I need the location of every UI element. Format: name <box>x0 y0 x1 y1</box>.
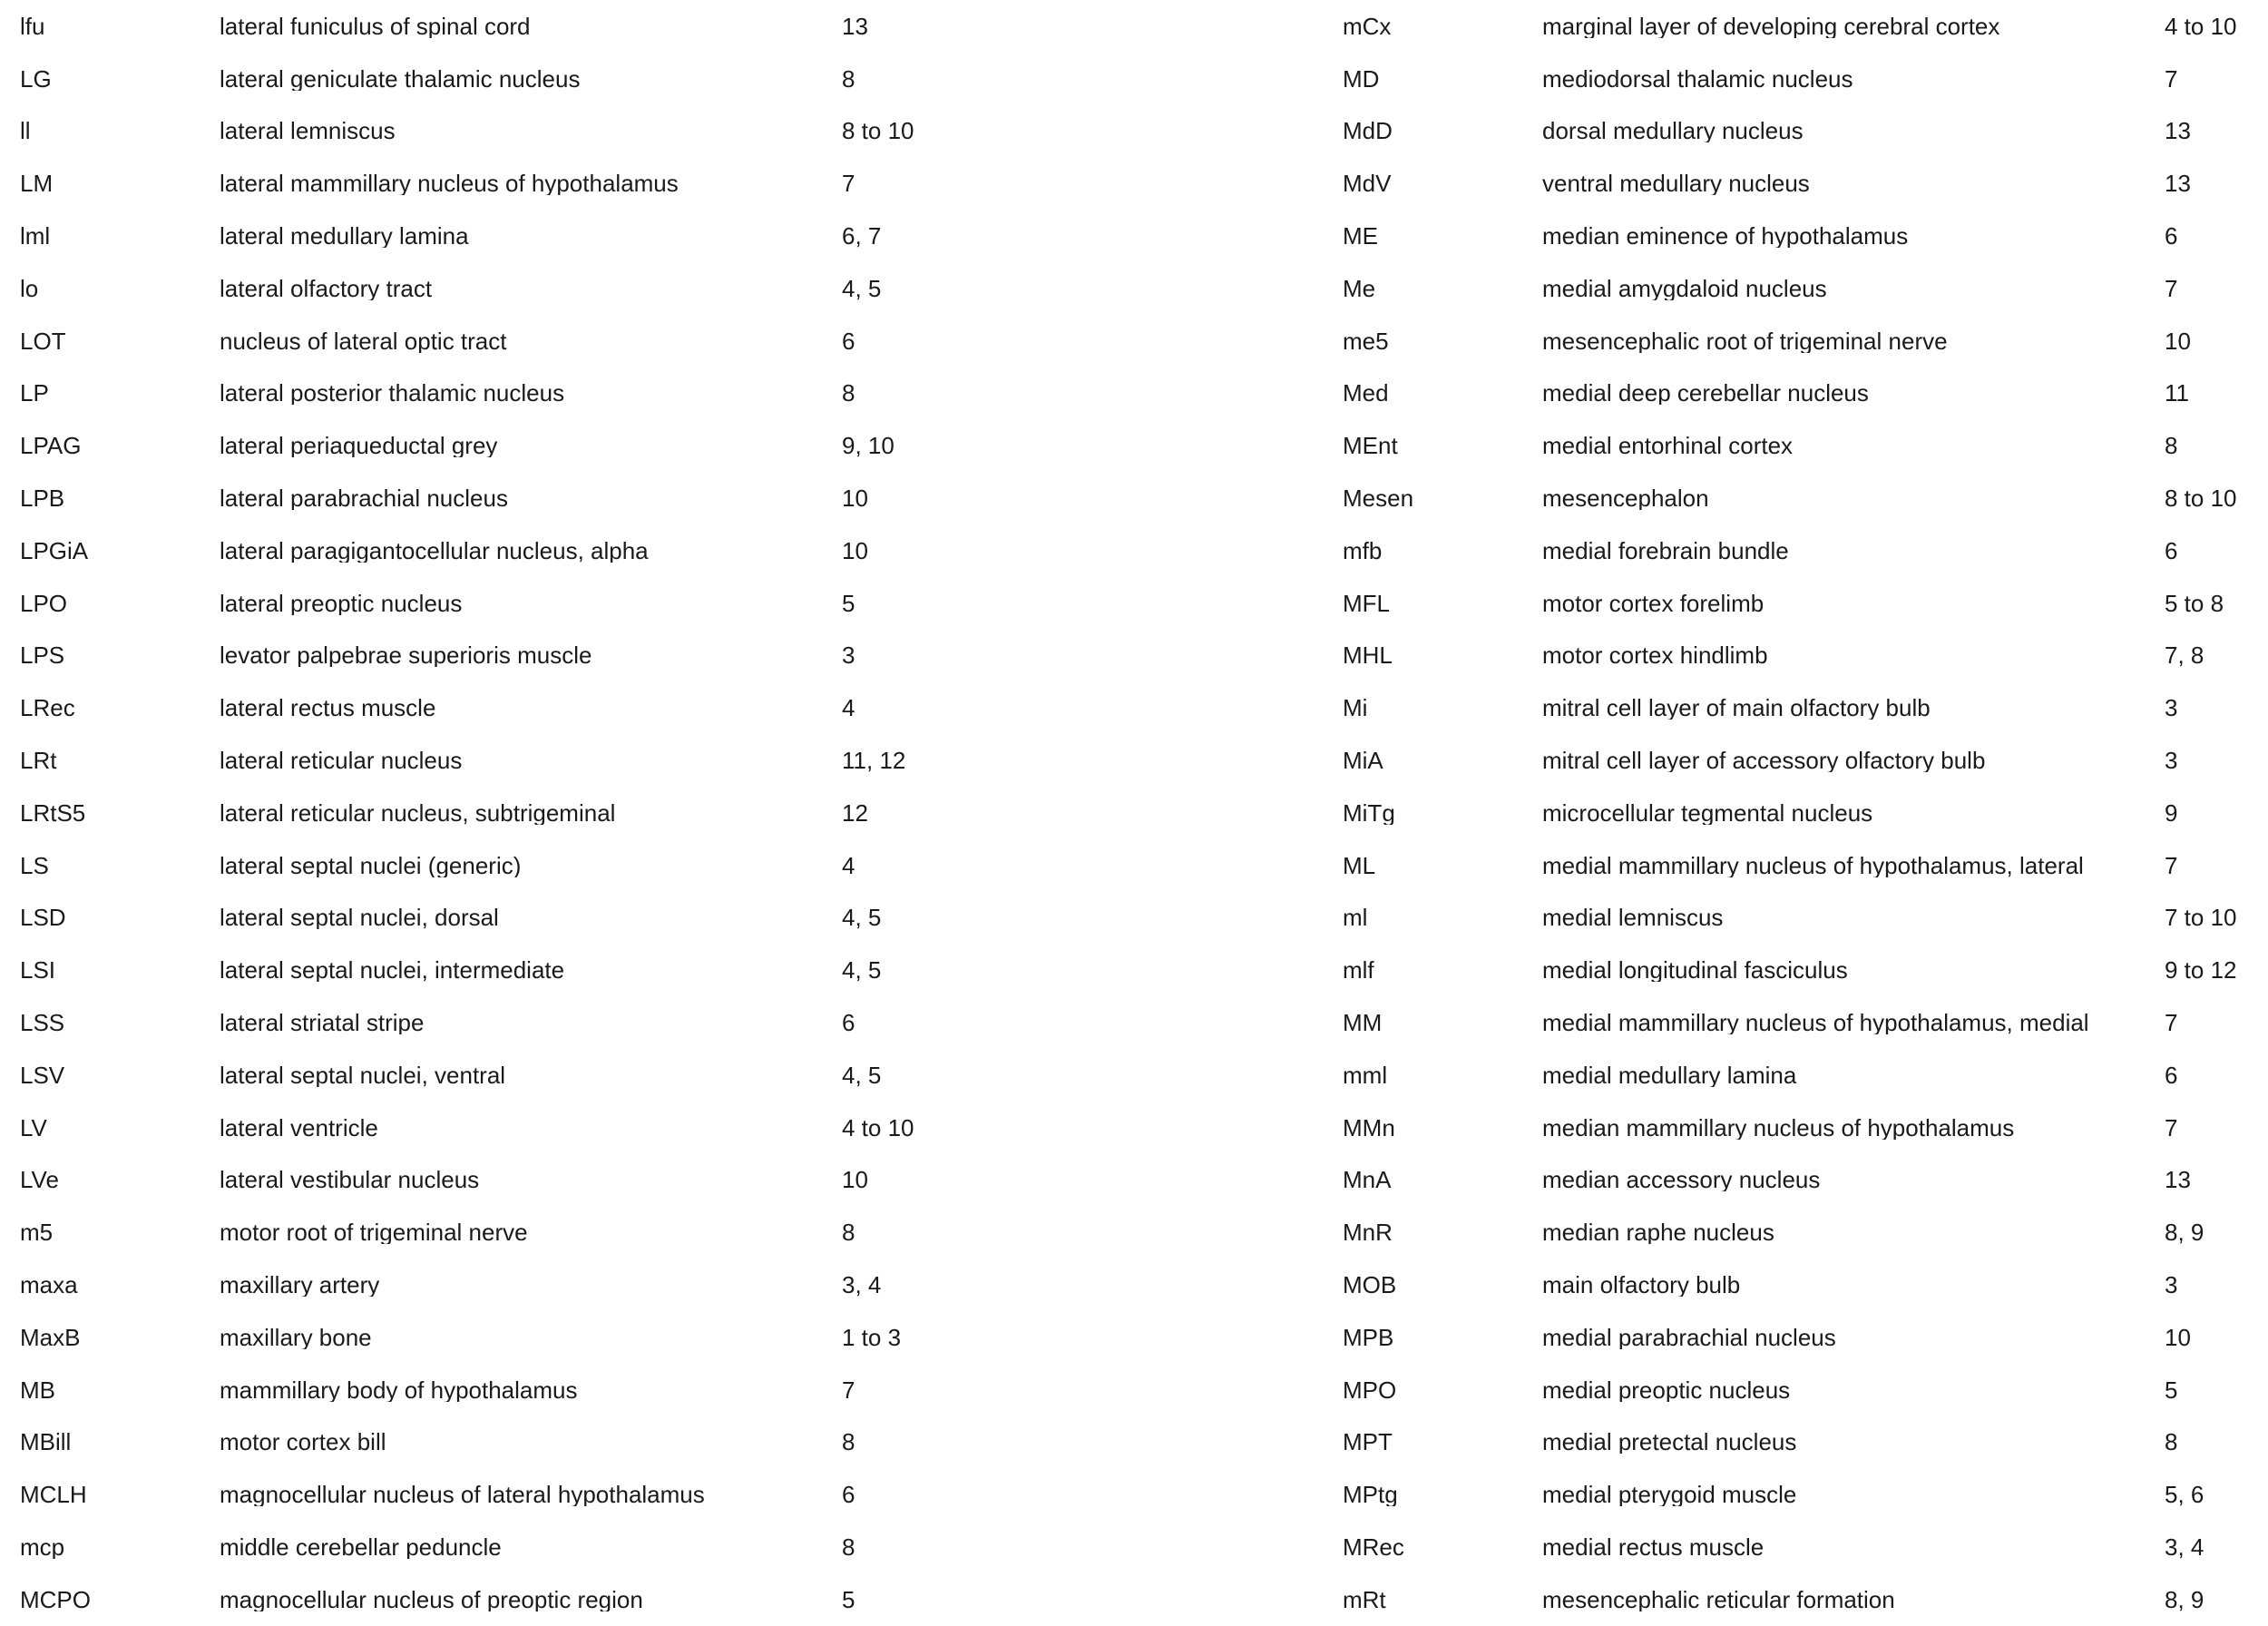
figure-numbers-cell: 9, 10 <box>842 434 894 458</box>
abbreviation-cell: MRec <box>1343 1535 1404 1559</box>
abbreviation-cell: maxa <box>20 1273 78 1298</box>
abbreviation-cell: MBill <box>20 1430 72 1455</box>
abbreviation-cell: m5 <box>20 1220 54 1245</box>
abbreviation-cell: MCLH <box>20 1483 87 1507</box>
abbreviation-cell: LP <box>20 381 49 406</box>
abbreviation-row <box>20 1468 1114 1521</box>
figure-numbers-cell: 11 <box>2165 381 2189 406</box>
figure-numbers-cell: 7 <box>2165 1115 2178 1140</box>
structure-name-cell: maxillary artery <box>220 1273 380 1298</box>
structure-name-cell: lateral periaqueductal grey <box>220 434 498 458</box>
abbreviation-row <box>1343 472 2268 524</box>
abbreviation-row <box>1343 839 2268 892</box>
abbreviation-cell: mcp <box>20 1535 65 1559</box>
abbreviation-cell: LRtS5 <box>20 800 86 825</box>
abbreviation-row <box>20 0 1114 53</box>
structure-name-cell: microcellular tegmental nucleus <box>1542 800 1873 825</box>
abbreviation-row <box>1343 1311 2268 1364</box>
figure-numbers-cell: 8, 9 <box>2165 1587 2204 1611</box>
structure-name-cell: motor cortex forelimb <box>1542 591 1765 615</box>
abbreviation-row <box>1343 681 2268 734</box>
structure-name-cell: magnocellular nucleus of lateral hypothalamus <box>220 1483 705 1507</box>
figure-numbers-cell: 10 <box>842 538 868 563</box>
figure-numbers-cell: 13 <box>2165 171 2191 196</box>
structure-name-cell: marginal layer of developing cerebral cortex <box>1542 14 2000 38</box>
abbreviation-cell: MEnt <box>1343 434 1398 458</box>
abbreviation-cell: LSS <box>20 1011 65 1035</box>
abbreviation-row <box>20 1573 1114 1626</box>
abbreviation-column-right <box>1343 0 2268 1626</box>
structure-name-cell: median mammillary nucleus of hypothalamus <box>1542 1115 2015 1140</box>
structure-name-cell: main olfactory bulb <box>1542 1273 1741 1298</box>
structure-name-cell: mesencephalon <box>1542 486 1709 511</box>
structure-name-cell: lateral lemniscus <box>220 119 396 143</box>
structure-name-cell: mesencephalic reticular formation <box>1542 1587 1895 1611</box>
abbreviation-cell: LSI <box>20 958 56 983</box>
abbreviation-cell: MHL <box>1343 643 1393 668</box>
abbreviation-row <box>1343 892 2268 945</box>
figure-numbers-cell: 8 <box>842 1535 855 1559</box>
figure-numbers-cell: 8 <box>2165 434 2178 458</box>
abbreviation-row <box>20 472 1114 524</box>
abbreviation-cell: LPGiA <box>20 538 89 563</box>
structure-name-cell: lateral septal nuclei, dorsal <box>220 906 499 930</box>
abbreviation-cell: LPB <box>20 486 65 511</box>
structure-name-cell: mitral cell layer of main olfactory bulb <box>1542 696 1931 720</box>
abbreviation-row <box>1343 53 2268 105</box>
figure-numbers-cell: 13 <box>842 14 868 38</box>
abbreviation-cell: MiA <box>1343 749 1383 773</box>
figure-numbers-cell: 7 <box>2165 276 2178 300</box>
abbreviation-cell: Med <box>1343 381 1389 406</box>
abbreviation-row <box>20 419 1114 472</box>
abbreviation-cell: lfu <box>20 14 45 38</box>
figure-numbers-cell: 4 to 10 <box>2165 14 2237 38</box>
abbreviation-cell: Mi <box>1343 696 1368 720</box>
abbreviation-row <box>20 892 1114 945</box>
structure-name-cell: medial forebrain bundle <box>1542 538 1789 563</box>
abbreviation-row <box>1343 0 2268 53</box>
figure-numbers-cell: 3 <box>2165 696 2178 720</box>
structure-name-cell: medial pretectal nucleus <box>1542 1430 1797 1455</box>
abbreviation-row <box>1343 1573 2268 1626</box>
structure-name-cell: lateral rectus muscle <box>220 696 436 720</box>
figure-numbers-cell: 13 <box>2165 119 2191 143</box>
structure-name-cell: mitral cell layer of accessory olfactory bulb <box>1542 749 1986 773</box>
abbreviation-cell: ml <box>1343 906 1368 930</box>
abbreviation-row <box>20 787 1114 839</box>
abbreviation-row <box>20 577 1114 630</box>
structure-name-cell: lateral striatal stripe <box>220 1011 425 1035</box>
figure-numbers-cell: 10 <box>2165 328 2191 353</box>
figure-numbers-cell: 12 <box>842 800 868 825</box>
abbreviation-row <box>20 1364 1114 1416</box>
abbreviation-row <box>1343 630 2268 682</box>
figure-numbers-cell: 8 <box>842 1220 855 1245</box>
abbreviation-row <box>20 1259 1114 1311</box>
structure-name-cell: medial parabrachial nucleus <box>1542 1325 1836 1349</box>
figure-numbers-cell: 6 <box>2165 1063 2178 1087</box>
abbreviation-row <box>20 996 1114 1049</box>
abbreviation-cell: MCPO <box>20 1587 91 1611</box>
abbreviation-row <box>20 630 1114 682</box>
abbreviation-cell: MPO <box>1343 1377 1397 1402</box>
abbreviation-cell: MOB <box>1343 1273 1397 1298</box>
abbreviation-cell: LM <box>20 171 54 196</box>
structure-name-cell: medial longitudinal fasciculus <box>1542 958 1848 983</box>
structure-name-cell: medial lemniscus <box>1542 906 1724 930</box>
structure-name-cell: lateral septal nuclei, intermediate <box>220 958 565 983</box>
abbreviation-row <box>1343 1049 2268 1102</box>
abbreviation-cell: lml <box>20 224 51 249</box>
figure-numbers-cell: 3, 4 <box>2165 1535 2204 1559</box>
abbreviation-row <box>20 1206 1114 1259</box>
abbreviation-row <box>1343 157 2268 210</box>
figure-numbers-cell: 3 <box>842 643 855 668</box>
abbreviation-cell: MPB <box>1343 1325 1394 1349</box>
figure-numbers-cell: 7 <box>2165 66 2178 91</box>
structure-name-cell: medial amygdaloid nucleus <box>1542 276 1827 300</box>
structure-name-cell: maxillary bone <box>220 1325 372 1349</box>
abbreviation-row <box>20 524 1114 577</box>
abbreviation-cell: MnA <box>1343 1168 1392 1192</box>
abbreviation-row <box>20 315 1114 367</box>
abbreviation-cell: mml <box>1343 1063 1388 1087</box>
abbreviation-cell: LPAG <box>20 434 82 458</box>
abbreviation-row <box>1343 262 2268 315</box>
abbreviation-row <box>1343 1468 2268 1521</box>
structure-name-cell: lateral paragigantocellular nucleus, alpha <box>220 538 649 563</box>
figure-numbers-cell: 8 to 10 <box>842 119 914 143</box>
structure-name-cell: medial medullary lamina <box>1542 1063 1797 1087</box>
figure-numbers-cell: 10 <box>842 1168 868 1192</box>
abbreviation-column-left <box>20 0 1114 1626</box>
structure-name-cell: lateral reticular nucleus, subtrigeminal <box>220 800 616 825</box>
structure-name-cell: medial mammillary nucleus of hypothalamus, lateral <box>1542 853 2084 877</box>
structure-name-cell: magnocellular nucleus of preoptic region <box>220 1587 643 1611</box>
figure-numbers-cell: 4, 5 <box>842 958 882 983</box>
structure-name-cell: medial preoptic nucleus <box>1542 1377 1791 1402</box>
abbreviation-cell: LS <box>20 853 49 877</box>
structure-name-cell: mediodorsal thalamic nucleus <box>1542 66 1853 91</box>
figure-numbers-cell: 5 to 8 <box>2165 591 2224 615</box>
figure-numbers-cell: 10 <box>2165 1325 2191 1349</box>
abbreviation-cell: LSD <box>20 906 66 930</box>
structure-name-cell: mesencephalic root of trigeminal nerve <box>1542 328 1948 353</box>
structure-name-cell: middle cerebellar peduncle <box>220 1535 502 1559</box>
figure-numbers-cell: 6 <box>842 328 855 353</box>
abbreviation-row <box>1343 1521 2268 1573</box>
figure-numbers-cell: 7 <box>842 171 855 196</box>
figure-numbers-cell: 5 <box>842 591 855 615</box>
abbreviation-cell: LPO <box>20 591 68 615</box>
abbreviation-row <box>1343 1364 2268 1416</box>
abbreviation-cell: LV <box>20 1115 47 1140</box>
structure-name-cell: lateral geniculate thalamic nucleus <box>220 66 581 91</box>
figure-numbers-cell: 8 to 10 <box>2165 486 2237 511</box>
abbreviation-row <box>1343 1154 2268 1207</box>
abbreviation-row <box>20 1154 1114 1207</box>
structure-name-cell: lateral mammillary nucleus of hypothalamus <box>220 171 679 196</box>
abbreviation-row <box>20 1416 1114 1469</box>
abbreviation-cell: mRt <box>1343 1587 1386 1611</box>
figure-numbers-cell: 8 <box>842 66 855 91</box>
figure-numbers-cell: 4 <box>842 696 855 720</box>
abbreviation-row <box>20 734 1114 787</box>
abbreviation-row <box>20 944 1114 996</box>
structure-name-cell: medial entorhinal cortex <box>1542 434 1794 458</box>
structure-name-cell: dorsal medullary nucleus <box>1542 119 1804 143</box>
figure-numbers-cell: 3 <box>2165 749 2178 773</box>
abbreviation-row <box>20 1102 1114 1154</box>
abbreviation-cell: MFL <box>1343 591 1390 615</box>
figure-numbers-cell: 13 <box>2165 1168 2191 1192</box>
abbreviation-cell: lo <box>20 276 39 300</box>
figure-numbers-cell: 9 <box>2165 800 2178 825</box>
figure-numbers-cell: 8 <box>842 1430 855 1455</box>
abbreviation-cell: LOT <box>20 328 66 353</box>
abbreviation-cell: MdV <box>1343 171 1392 196</box>
abbreviation-row <box>20 105 1114 158</box>
figure-numbers-cell: 4, 5 <box>842 276 882 300</box>
figure-numbers-cell: 3, 4 <box>842 1273 882 1298</box>
figure-numbers-cell: 6 <box>2165 224 2178 249</box>
abbreviation-row <box>1343 1259 2268 1311</box>
figure-numbers-cell: 4 <box>842 853 855 877</box>
figure-numbers-cell: 8 <box>2165 1430 2178 1455</box>
abbreviation-row <box>20 367 1114 420</box>
abbreviation-row <box>20 681 1114 734</box>
abbreviation-cell: mCx <box>1343 14 1392 38</box>
structure-name-cell: median accessory nucleus <box>1542 1168 1821 1192</box>
abbreviation-cell: MM <box>1343 1011 1383 1035</box>
abbreviation-row <box>20 1311 1114 1364</box>
abbreviation-cell: MiTg <box>1343 800 1395 825</box>
abbreviation-row <box>1343 1102 2268 1154</box>
structure-name-cell: levator palpebrae superioris muscle <box>220 643 592 668</box>
abbreviation-row <box>20 1521 1114 1573</box>
structure-name-cell: lateral septal nuclei, ventral <box>220 1063 506 1087</box>
figure-numbers-cell: 7 <box>842 1377 855 1402</box>
abbreviation-row <box>20 262 1114 315</box>
structure-name-cell: lateral olfactory tract <box>220 276 433 300</box>
structure-name-cell: medial pterygoid muscle <box>1542 1483 1797 1507</box>
abbreviation-cell: MnR <box>1343 1220 1393 1245</box>
abbreviation-row <box>1343 419 2268 472</box>
abbreviation-cell: MaxB <box>20 1325 81 1349</box>
figure-numbers-cell: 5 <box>842 1587 855 1611</box>
structure-name-cell: motor cortex hindlimb <box>1542 643 1768 668</box>
abbreviation-row <box>20 210 1114 262</box>
structure-name-cell: lateral vestibular nucleus <box>220 1168 480 1192</box>
abbreviation-row <box>20 1049 1114 1102</box>
figure-numbers-cell: 6, 7 <box>842 224 882 249</box>
abbreviation-cell: MPtg <box>1343 1483 1398 1507</box>
figure-numbers-cell: 1 to 3 <box>842 1325 902 1349</box>
figure-numbers-cell: 5 <box>2165 1377 2178 1402</box>
abbreviation-cell: LG <box>20 66 52 91</box>
abbreviation-cell: Mesen <box>1343 486 1414 511</box>
figure-numbers-cell: 10 <box>842 486 868 511</box>
figure-numbers-cell: 4 to 10 <box>842 1115 914 1140</box>
abbreviation-row <box>1343 787 2268 839</box>
figure-numbers-cell: 6 <box>842 1483 855 1507</box>
structure-name-cell: motor root of trigeminal nerve <box>220 1220 528 1245</box>
figure-numbers-cell: 9 to 12 <box>2165 958 2237 983</box>
abbreviation-cell: mfb <box>1343 538 1383 563</box>
abbreviation-row <box>1343 996 2268 1049</box>
abbreviation-cell: LSV <box>20 1063 65 1087</box>
structure-name-cell: medial deep cerebellar nucleus <box>1542 381 1869 406</box>
abbreviation-row <box>20 53 1114 105</box>
figure-numbers-cell: 7 to 10 <box>2165 906 2237 930</box>
abbreviation-row <box>20 157 1114 210</box>
abbreviation-cell: MdD <box>1343 119 1393 143</box>
abbreviation-row <box>1343 524 2268 577</box>
structure-name-cell: lateral septal nuclei (generic) <box>220 853 522 877</box>
abbreviation-row <box>1343 1206 2268 1259</box>
abbreviation-cell: MB <box>20 1377 55 1402</box>
abbreviation-cell: MMn <box>1343 1115 1395 1140</box>
figure-numbers-cell: 8 <box>842 381 855 406</box>
abbreviation-cell: LRt <box>20 749 57 773</box>
abbreviation-row <box>1343 210 2268 262</box>
abbreviation-cell: ll <box>20 119 31 143</box>
figure-numbers-cell: 3 <box>2165 1273 2178 1298</box>
abbreviation-cell: LVe <box>20 1168 59 1192</box>
abbreviation-row <box>20 839 1114 892</box>
figure-numbers-cell: 7 <box>2165 1011 2178 1035</box>
abbreviation-row <box>1343 105 2268 158</box>
abbreviation-row <box>1343 1416 2268 1469</box>
structure-name-cell: nucleus of lateral optic tract <box>220 328 507 353</box>
abbreviation-cell: LRec <box>20 696 75 720</box>
structure-name-cell: median raphe nucleus <box>1542 1220 1774 1245</box>
structure-name-cell: lateral ventricle <box>220 1115 378 1140</box>
abbreviation-cell: MD <box>1343 66 1380 91</box>
figure-numbers-cell: 11, 12 <box>842 749 906 773</box>
structure-name-cell: lateral medullary lamina <box>220 224 469 249</box>
figure-numbers-cell: 7 <box>2165 853 2178 877</box>
structure-name-cell: motor cortex bill <box>220 1430 386 1455</box>
figure-numbers-cell: 8, 9 <box>2165 1220 2204 1245</box>
abbreviation-cell: MPT <box>1343 1430 1393 1455</box>
figure-numbers-cell: 7, 8 <box>2165 643 2204 668</box>
abbreviation-cell: LPS <box>20 643 65 668</box>
abbreviation-cell: me5 <box>1343 328 1389 353</box>
figure-numbers-cell: 6 <box>2165 538 2178 563</box>
structure-name-cell: medial rectus muscle <box>1542 1535 1765 1559</box>
structure-name-cell: medial mammillary nucleus of hypothalamus, medial <box>1542 1011 2089 1035</box>
figure-numbers-cell: 5, 6 <box>2165 1483 2204 1507</box>
abbreviation-cell: ML <box>1343 853 1376 877</box>
abbreviation-cell: ME <box>1343 224 1378 249</box>
structure-name-cell: lateral funiculus of spinal cord <box>220 14 531 38</box>
figure-numbers-cell: 4, 5 <box>842 906 882 930</box>
structure-name-cell: median eminence of hypothalamus <box>1542 224 1909 249</box>
structure-name-cell: lateral parabrachial nucleus <box>220 486 508 511</box>
structure-name-cell: lateral posterior thalamic nucleus <box>220 381 565 406</box>
abbreviation-row <box>1343 944 2268 996</box>
abbreviation-row <box>1343 315 2268 367</box>
abbreviation-row <box>1343 367 2268 420</box>
structure-name-cell: lateral reticular nucleus <box>220 749 463 773</box>
figure-numbers-cell: 4, 5 <box>842 1063 882 1087</box>
abbreviation-row <box>1343 734 2268 787</box>
abbreviation-cell: Me <box>1343 276 1376 300</box>
structure-name-cell: ventral medullary nucleus <box>1542 171 1810 196</box>
abbreviation-cell: mlf <box>1343 958 1374 983</box>
structure-name-cell: mammillary body of hypothalamus <box>220 1377 578 1402</box>
figure-numbers-cell: 6 <box>842 1011 855 1035</box>
abbreviation-row <box>1343 577 2268 630</box>
structure-name-cell: lateral preoptic nucleus <box>220 591 463 615</box>
